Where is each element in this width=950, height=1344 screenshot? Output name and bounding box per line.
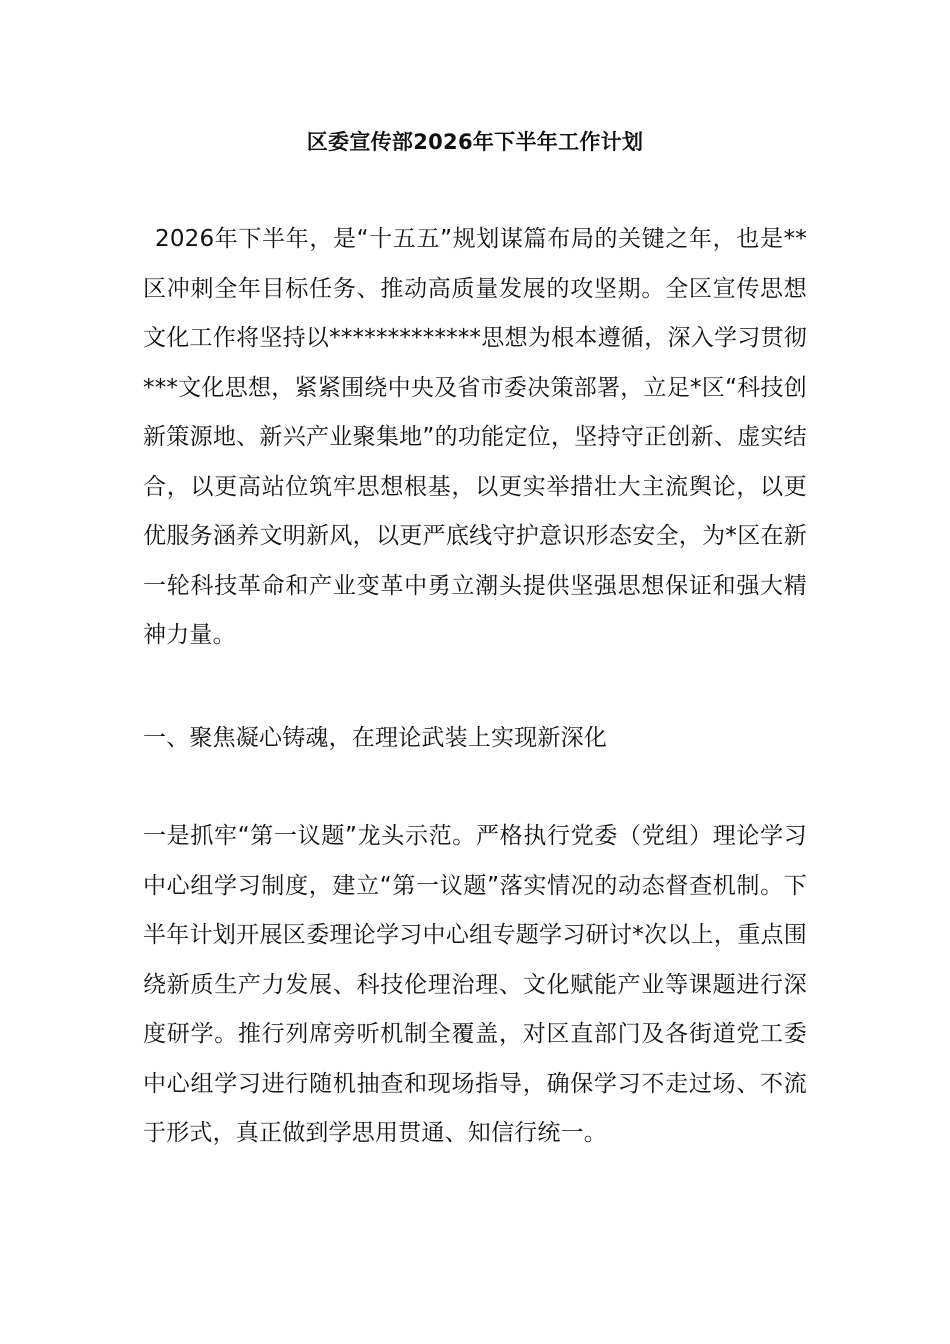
section-item-paragraph: 一是抓牢“第一议题”龙头示范。严格执行党委（党组）理论学习中心组学习制度，建立“第一议题”落实情况的动态督查机制。下半年计划开展区委理论学习中心组专题学习研讨*次以上，重点围绕新质生产力发展、科技伦理治理、文化赋能产业等课题进行深度研学。推行列席旁听机制全覆盖，对区直部门及各街道党工委中心组学习进行随机抽查和现场指导，确保学习不走过场、不流于形式，真正做到学思用贯通、知信行统一。 — [143, 823, 807, 1146]
section-heading: 一、聚焦凝心铸魂，在理论武装上实现新深化 — [143, 725, 607, 751]
document-title: 区委宣传部2026年下半年工作计划 — [306, 130, 644, 154]
intro-paragraph: 2026年下半年，是“十五五”规划谋篇布局的关键之年，也是**区冲刺全年目标任务、推动高质量发展的攻坚期。全区宣传思想文化工作将坚持以*************思想为根本遵循，深入学习贯彻***文化思想，紧紧围绕中央及省市委决策部署，立足*区“科技创新策源地、新兴产业聚集地”的功能定位，坚持守正创新、虚实结合，以更高站位筑牢思想根基，以更实举措壮大主流舆论，以更优服务涵养文明新风，以更严底线守护意识形态安全，为*区在新一轮科技革命和产业变革中勇立潮头提供坚强思想保证和强大精神力量。 — [143, 226, 807, 648]
